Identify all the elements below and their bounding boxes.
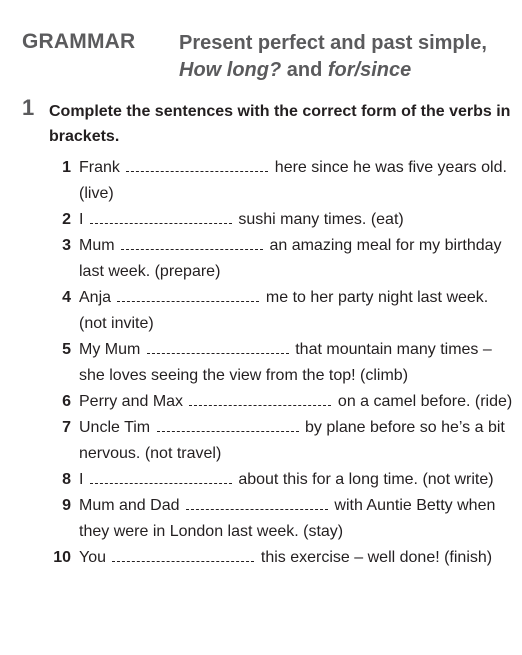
exercise-item [44, 207, 514, 233]
item-sentence [79, 207, 514, 233]
sentence-start: Mum and Dad [79, 497, 184, 514]
sentence-start: I [79, 471, 88, 488]
answer-blank[interactable] [126, 157, 268, 172]
exercise-number: 1 [22, 95, 35, 120]
sentence-end: me to her party night last week. (not invite) [79, 289, 489, 332]
topic-how-long: How long? [179, 59, 282, 81]
sentence-end: by plane before so he’s a bit nervous. (not travel) [79, 419, 505, 462]
item-number: 10 [53, 549, 71, 566]
section-title: GRAMMAR [22, 30, 136, 53]
sentence-start: I [79, 211, 88, 228]
topic-line-2 [179, 57, 487, 84]
item-sentence [79, 337, 514, 389]
exercise-item [44, 233, 514, 285]
exercise-instruction: Complete the sentences with the correct form of the verbs in brackets. [49, 103, 511, 145]
item-sentence [79, 285, 514, 337]
answer-blank[interactable] [157, 417, 299, 432]
item-number: 4 [62, 289, 71, 306]
exercise-items [44, 155, 514, 571]
item-number: 2 [62, 211, 71, 228]
sentence-end: this exercise – well done! (finish) [256, 549, 493, 566]
sentence-end: on a camel before. (ride) [333, 393, 513, 410]
exercise-item [44, 155, 514, 207]
item-number: 7 [62, 419, 71, 436]
item-number: 5 [62, 341, 71, 358]
item-number: 3 [62, 237, 71, 254]
sentence-end: here since he was five years old. (live) [79, 159, 507, 202]
sentence-end: with Auntie Betty when they were in London last week. (stay) [79, 497, 496, 540]
sentence-start: Uncle Tim [79, 419, 155, 436]
exercise-item [44, 337, 514, 389]
answer-blank[interactable] [121, 235, 263, 250]
topic-for-since: for/since [327, 59, 412, 81]
exercise-item [44, 493, 514, 545]
topic-and: and [281, 59, 328, 81]
answer-blank[interactable] [186, 495, 328, 510]
answer-blank[interactable] [90, 209, 232, 224]
topic-line-1: Present perfect and past simple, [179, 32, 487, 54]
answer-blank[interactable] [90, 469, 232, 484]
sentence-start: Mum [79, 237, 119, 254]
exercise-item [44, 545, 514, 571]
exercise-item [44, 389, 514, 415]
answer-blank[interactable] [117, 287, 259, 302]
item-number: 6 [62, 393, 71, 410]
sentence-start: You [79, 549, 111, 566]
sentence-end: that mountain many times – she loves seeing the view from the top! (climb) [79, 341, 492, 384]
item-sentence [79, 467, 514, 493]
sentence-end: an amazing meal for my birthday last week. (prepare) [79, 237, 502, 280]
topic-title [179, 30, 487, 84]
sentence-start: Frank [79, 159, 125, 176]
exercise-item [44, 415, 514, 467]
item-number: 1 [62, 159, 71, 176]
exercise-item [44, 285, 514, 337]
item-sentence [79, 155, 514, 207]
answer-blank[interactable] [189, 391, 331, 406]
item-sentence [79, 493, 514, 545]
item-sentence [79, 545, 514, 571]
sentence-start: My Mum [79, 341, 145, 358]
item-number: 9 [62, 497, 71, 514]
exercise-item [44, 467, 514, 493]
answer-blank[interactable] [112, 547, 254, 562]
answer-blank[interactable] [147, 339, 289, 354]
item-sentence [79, 389, 514, 415]
item-sentence [79, 415, 514, 467]
item-sentence [79, 233, 514, 285]
sentence-end: sushi many times. (eat) [233, 211, 404, 228]
sentence-start: Perry and Max [79, 393, 188, 410]
item-number: 8 [62, 471, 71, 488]
sentence-start: Anja [79, 289, 116, 306]
sentence-end: about this for a long time. (not write) [233, 471, 494, 488]
